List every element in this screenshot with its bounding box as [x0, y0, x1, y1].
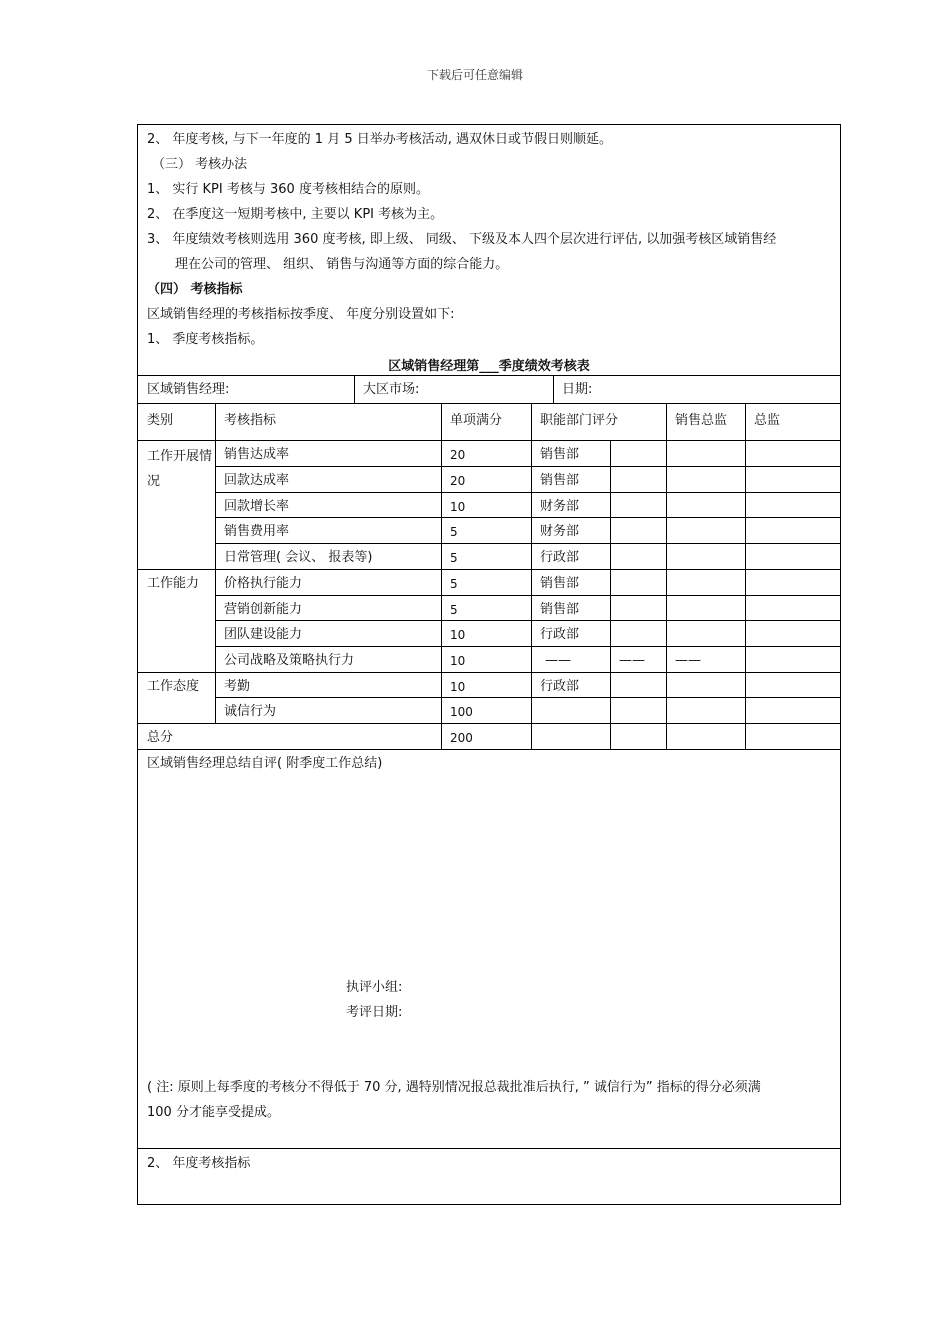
row-indicator: 回款增长率 [224, 499, 290, 514]
grid-line [610, 440, 611, 749]
row-dept: 销售部 [540, 576, 580, 591]
row-score: 5 [450, 525, 458, 539]
group-work-progress: 工作开展情况 [147, 449, 213, 489]
row-indicator: 公司战略及策略执行力 [224, 653, 355, 668]
row-dept: 财务部 [540, 524, 580, 539]
row-score: 5 [450, 551, 458, 565]
row-score: 5 [450, 577, 458, 591]
info-manager: 区域销售经理: [147, 382, 230, 397]
row-indicator: 营销创新能力 [224, 602, 303, 617]
row-dept: 财务部 [540, 499, 580, 514]
row-score: 10 [450, 628, 466, 642]
row-score: 5 [450, 603, 458, 617]
note-line-1: ( 注: 原则上每季度的考核分不得低于 70 分, 遇特别情况报总裁批准后执行, ” 诚信行为” 指标的得分必须满 [147, 1080, 761, 1095]
row-score: 20 [450, 474, 466, 488]
col-score: 单项满分 [450, 413, 503, 428]
grid-line [215, 697, 840, 698]
row-dept: 行政部 [540, 627, 580, 642]
review-panel-label: 执评小组: [346, 980, 403, 995]
group-work-ability: 工作能力 [147, 576, 200, 591]
row-score: 10 [450, 654, 466, 668]
row-dept: —— [545, 653, 571, 668]
row-dept: 行政部 [540, 550, 580, 565]
row-dept: 销售部 [540, 602, 580, 617]
grid-line [215, 620, 840, 621]
row-dept-2: —— [619, 653, 645, 668]
row-dept: 行政部 [540, 679, 580, 694]
col-category: 类别 [147, 413, 174, 428]
annual-heading: 2、 年度考核指标 [147, 1156, 251, 1171]
grid-line [215, 492, 840, 493]
col-dept: 职能部门评分 [540, 413, 619, 428]
header-note: 下载后可任意编辑 [426, 68, 523, 82]
table-title: 区域销售经理第___季度绩效考核表 [388, 359, 590, 374]
method-line-3b: 理在公司的管理、 组织、 销售与沟通等方面的综合能力。 [175, 257, 509, 272]
indicator-intro: 区域销售经理的考核指标按季度、 年度分别设置如下: [147, 307, 455, 322]
row-dept: 销售部 [540, 473, 580, 488]
row-indicator: 回款达成率 [224, 473, 290, 488]
row-indicator: 考勤 [224, 679, 251, 694]
row-indicator: 日常管理( 会议、 报表等) [224, 550, 373, 565]
review-date-label: 考评日期: [346, 1005, 403, 1020]
intro-line-1: 2、 年度考核, 与下一年度的 1 月 5 日举办考核活动, 遇双休日或节假日则顺延。 [147, 132, 613, 147]
row-sales-director: —— [675, 653, 701, 668]
quarterly-heading: 1、 季度考核指标。 [147, 332, 264, 347]
note-line-2: 100 分才能享受提成。 [147, 1105, 280, 1120]
grid-line [666, 403, 667, 749]
grid-line [215, 517, 840, 518]
row-indicator: 价格执行能力 [224, 576, 303, 591]
method-line-3a: 3、 年度绩效考核则选用 360 度考核, 即上级、 同级、 下级及本人四个层次进行评估, 以加强考核区域销售经 [147, 232, 777, 247]
row-indicator: 团队建设能力 [224, 627, 303, 642]
total-label: 总分 [147, 730, 174, 745]
row-indicator: 销售费用率 [224, 524, 290, 539]
grid-line [745, 403, 746, 749]
document-frame [137, 124, 841, 1205]
group-work-attitude: 工作态度 [147, 679, 200, 694]
grid-line [138, 403, 840, 404]
row-indicator: 销售达成率 [224, 447, 290, 462]
row-score: 20 [450, 448, 466, 462]
grid-line [215, 595, 840, 596]
method-line-2: 2、 在季度这一短期考核中, 主要以 KPI 考核为主。 [147, 207, 444, 222]
col-director: 总监 [754, 413, 781, 428]
row-score: 10 [450, 680, 466, 694]
summary-label: 区域销售经理总结自评( 附季度工作总结) [147, 756, 383, 771]
grid-line [138, 375, 840, 376]
grid-line [138, 1148, 840, 1149]
total-score: 200 [450, 731, 473, 745]
row-score: 10 [450, 500, 466, 514]
info-date: 日期: [562, 382, 593, 397]
col-indicator: 考核指标 [224, 413, 277, 428]
info-market: 大区市场: [363, 382, 420, 397]
col-sales-director: 销售总监 [675, 413, 728, 428]
row-dept: 销售部 [540, 447, 580, 462]
section-three-heading: （三） 考核办法 [152, 157, 248, 172]
section-four-heading: （四） 考核指标 [147, 282, 243, 297]
row-score: 100 [450, 705, 473, 719]
grid-line [215, 466, 840, 467]
row-indicator: 诚信行为 [224, 704, 277, 719]
method-line-1: 1、 实行 KPI 考核与 360 度考核相结合的原则。 [147, 182, 429, 197]
grid-line [138, 723, 840, 724]
